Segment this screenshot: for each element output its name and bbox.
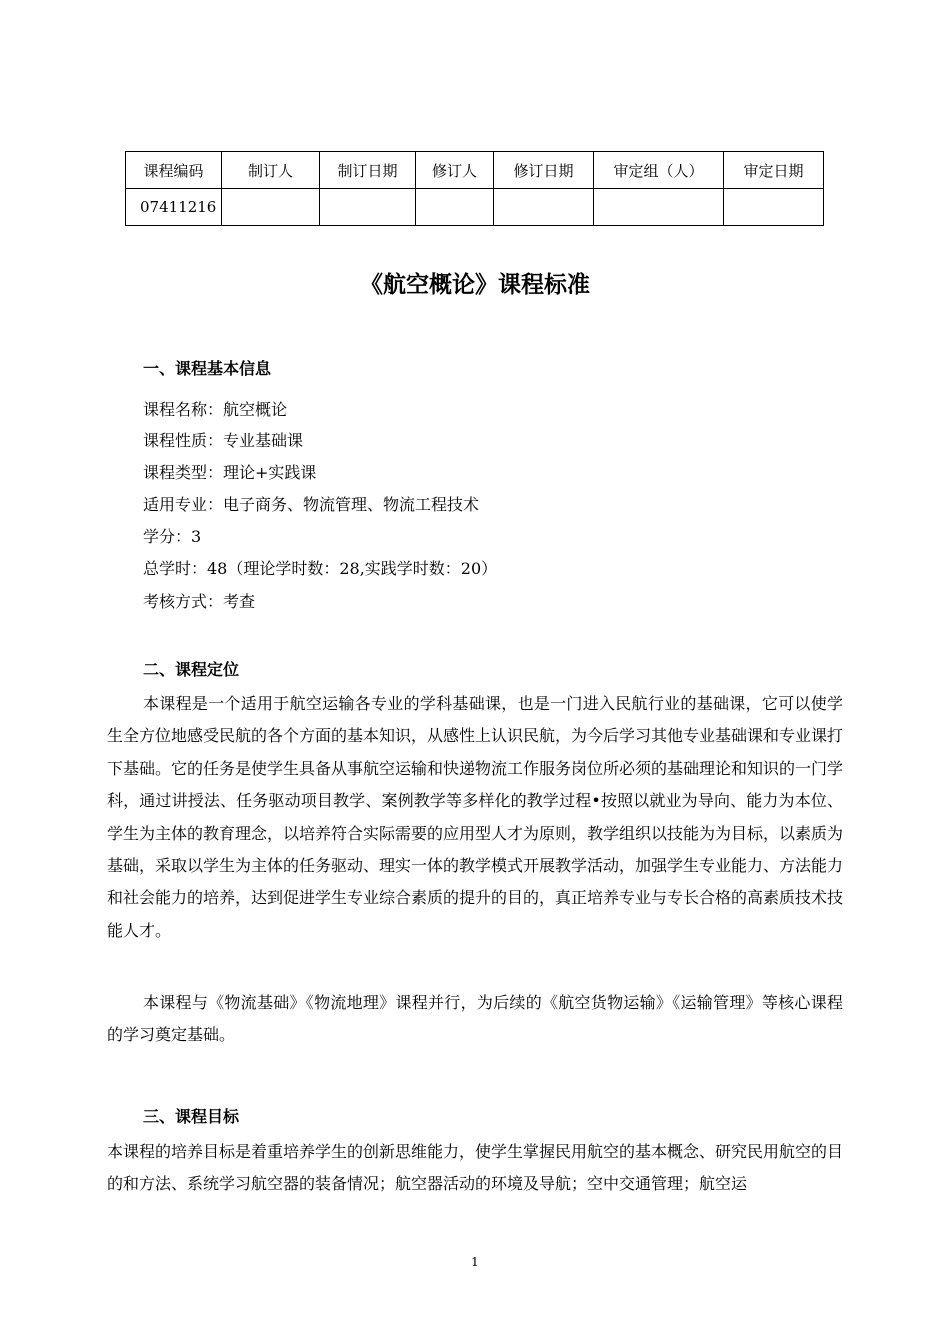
section-heading-basic-info: 一、课程基本信息 <box>143 359 272 378</box>
cell-approval-date <box>724 189 824 226</box>
cell-approval-group <box>594 189 724 226</box>
positioning-paragraph-1: 本课程是一个适用于航空运输各专业的学科基础课，也是一门进入民航行业的基础课，它可以使学生全方位地感受民航的各个方面的基本知识，从感性上认识民航，为今后学习其他专业基础课和专业课打下基础。它的任务是使学生具备从事航空运输和快递物流工作服务岗位所必须的基础理论和知识的一门学科，通过讲授法、任务驱动项目教学、案例教学等多样化的教学过程•按照以就业为导向、能力为本位、学生为主体的教育理念，以培养符合实际需要的应用型人才为原则，教学组织以技能为为目标，以素质为基础，采取以学生为主体的任务驱动、理实一体的教学模式开展教学活动，加强学生专业能力、方法能力和社会能力的培养，达到促进学生专业综合素质的提升的目的，真正培养专业与专长合格的高素质技术技能人才。 <box>107 694 844 940</box>
header-revise-date: 修订日期 <box>494 152 594 189</box>
table-row <box>126 189 824 226</box>
course-meta-table <box>125 151 824 226</box>
cell-author <box>222 189 320 226</box>
page-title: 《航空概论》课程标准 <box>360 272 590 298</box>
header-reviser: 修订人 <box>416 152 494 189</box>
header-course-code: 课程编码 <box>126 152 222 189</box>
cell-course-code: 07411216 <box>126 189 222 226</box>
cell-reviser <box>416 189 494 226</box>
section-heading-positioning: 二、课程定位 <box>143 660 240 679</box>
header-approval-date: 审定日期 <box>724 152 824 189</box>
header-approval-group: 审定组（人） <box>594 152 724 189</box>
info-credits: 学分：3 <box>143 527 202 546</box>
cell-author-date <box>320 189 416 226</box>
info-total-hours: 总学时：48（理论学时数：28,实践学时数：20） <box>143 559 498 578</box>
info-course-name: 课程名称：航空概论 <box>143 400 288 419</box>
positioning-paragraph-2: 本课程与《物流基础》《物流地理》课程并行，为后续的《航空货物运输》《运输管理》等核心课程的学习奠定基础。 <box>107 993 843 1045</box>
header-author: 制订人 <box>222 152 320 189</box>
table-header-row <box>126 152 824 189</box>
cell-revise-date <box>494 189 594 226</box>
page-number: 1 <box>471 1255 479 1269</box>
info-applicable-majors: 适用专业：电子商务、物流管理、物流工程技术 <box>143 495 480 514</box>
info-course-type: 课程类型：理论+实践课 <box>143 463 317 482</box>
section-heading-objectives: 三、课程目标 <box>143 1107 240 1126</box>
info-course-nature: 课程性质：专业基础课 <box>143 431 304 450</box>
info-assessment: 考核方式：考查 <box>143 592 256 611</box>
header-author-date: 制订日期 <box>320 152 416 189</box>
objectives-paragraph-1: 本课程的培养目标是着重培养学生的创新思维能力，使学生掌握民用航空的基本概念、研究民用航空的目的和方法、系统学习航空器的装备情况；航空器活动的环境及导航；空中交通管理；航空运 <box>107 1142 844 1194</box>
